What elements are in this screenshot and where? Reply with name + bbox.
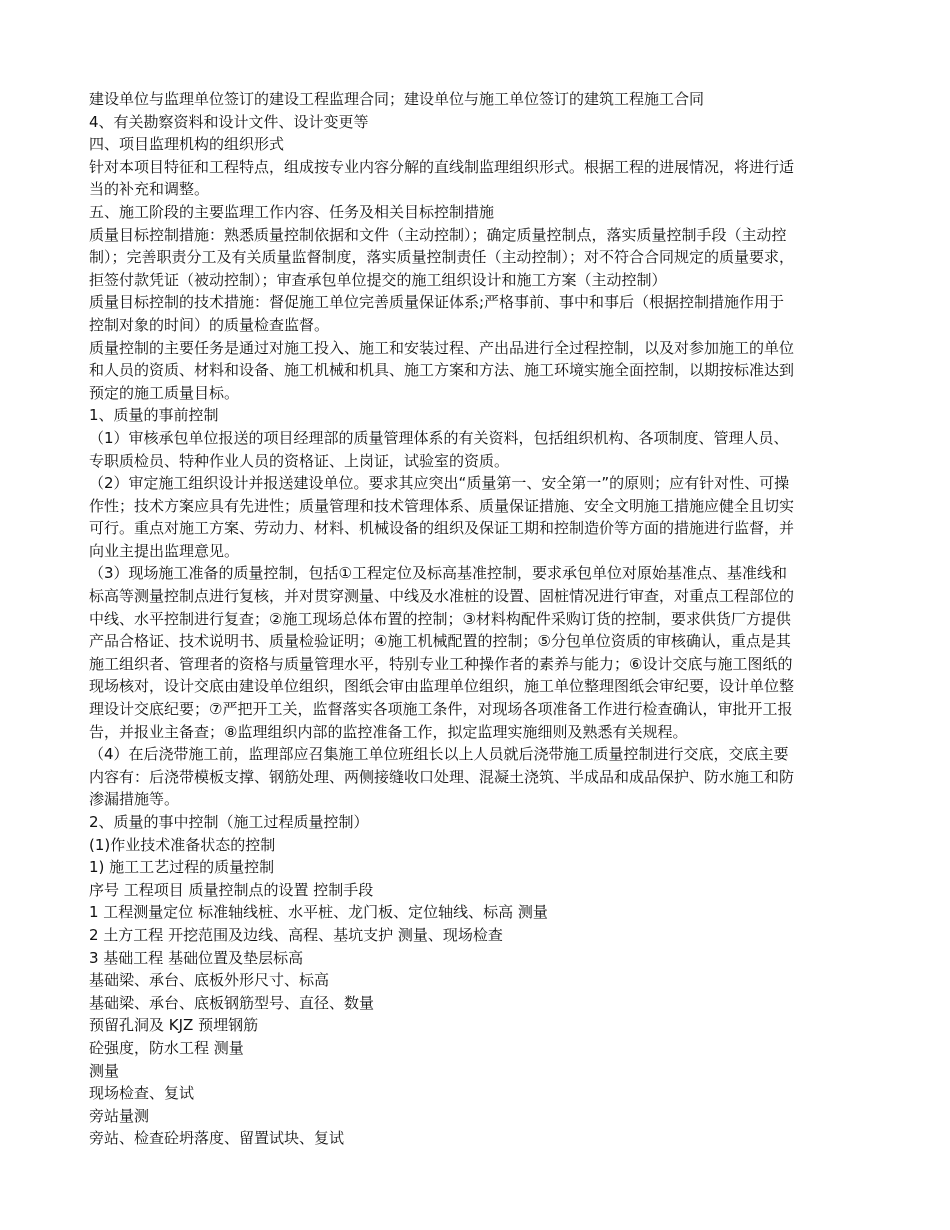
table-row-line: 预留孔洞及 KJZ 预埋钢筋 xyxy=(89,1016,259,1035)
text-line: 理设计交底纪要；⑦严把开工关，监督落实各项施工条件，对现场各项准备工作进行检查确认，审批开工报 xyxy=(89,700,793,719)
text-line: 可行。重点对施工方案、劳动力、材料、机械设备的组织及保证工期和控制造价等方面的措施进行监督，并 xyxy=(89,519,795,538)
subsection-heading: 2、质量的事中控制（施工过程质量控制） xyxy=(89,813,369,831)
table-row-line: 2 土方工程 开挖范围及边线、高程、基坑支护 测量、现场检查 xyxy=(89,925,503,944)
document-page xyxy=(89,88,864,1150)
text-line: (1)作业技术准备状态的控制 xyxy=(89,835,276,854)
text-line: 针对本项目特征和工程特点，组成按专业内容分解的直线制监理组织形式。根据工程的进展情况，将进行适 xyxy=(89,157,795,176)
text-line: 质量目标控制措施：熟悉质量控制依据和文件（主动控制）；确定质量控制点，落实质量控制手段（主动控 xyxy=(89,225,787,244)
text-line: 专职质检员、特种作业人员的资格证、上岗证，试验室的资质。 xyxy=(89,451,510,470)
table-row-line: 3 基础工程 基础位置及垫层标高 xyxy=(89,948,304,967)
text-line: 控制对象的时间）的质量检查监督。 xyxy=(89,315,330,334)
text-line: 质量控制的主要任务是通过对施工投入、施工和安装过程、产出品进行全过程控制，以及对参加施工的单位 xyxy=(89,338,795,357)
text-line: 产品合格证、技术说明书、质量检验证明；④施工机械配置的控制；⑤分包单位资质的审核确认，重点是其 xyxy=(89,632,791,651)
table-row-line: 旁站量测 xyxy=(89,1106,150,1125)
table-row-line: 基础梁、承台、底板钢筋型号、直径、数量 xyxy=(89,993,375,1012)
text-line: 建设单位与监理单位签订的建设工程监理合同；建设单位与施工单位签订的建筑工程施工合同 xyxy=(89,90,705,108)
table-row-line: 砼强度，防水工程 测量 xyxy=(89,1038,244,1057)
table-row-line: 现场检查、复试 xyxy=(89,1084,195,1103)
text-line: 当的补充和调整。 xyxy=(89,180,210,199)
section-heading: 五、施工阶段的主要监理工作内容、任务及相关目标控制措施 xyxy=(89,202,495,221)
text-line: 预定的施工质量目标。 xyxy=(89,383,240,402)
section-heading: 四、项目监理机构的组织形式 xyxy=(89,135,285,154)
text-line: 和人员的资质、材料和设备、施工机械和机具、施工方案和方法、施工环境实施全面控制，以期按标准达到 xyxy=(89,361,795,380)
text-line: 现场核对，设计交底由建设单位组织，图纸会审由监理单位组织，施工单位整理图纸会审纪要，设计单位整 xyxy=(89,677,795,696)
text-line: （3）现场施工准备的质量控制，包括①工程定位及标高基准控制，要求承包单位对原始基准点、基准线和 xyxy=(89,564,787,583)
table-header-line: 序号 工程项目 质量控制点的设置 控制手段 xyxy=(89,880,374,899)
text-line: 拒签付款凭证（被动控制）；审查承包单位提交的施工组织设计和施工方案（主动控制） xyxy=(89,270,667,289)
text-line: 质量目标控制的技术措施：督促施工单位完善质量保证体系;严格事前、事中和事后（根据控制措施作用于 xyxy=(89,293,785,312)
text-line: （2）审定施工组织设计并报送建设单位。要求其应突出“质量第一、安全第一”的原则；应有针对性、可操 xyxy=(89,474,790,493)
text-line: 标高等测量控制点进行复核，并对贯穿测量、中线及水准桩的设置、固桩情况进行审查，对重点工程部位的 xyxy=(89,587,795,606)
text-line: 向业主提出监理意见。 xyxy=(89,541,240,560)
text-line: 中线、水平控制进行复查；②施工现场总体布置的控制；③材料构配件采购订货的控制，要求供货厂方提供 xyxy=(89,609,791,628)
text-line: 4、有关勘察资料和设计文件、设计变更等 xyxy=(89,112,369,131)
table-row-line: 基础梁、承台、底板外形尺寸、标高 xyxy=(89,971,330,990)
text-line: 告，并报业主备查；⑧监理组织内部的监控准备工作，拟定监理实施细则及熟悉有关规程。 xyxy=(89,722,688,741)
table-row-line: 旁站、检查砼坍落度、留置试块、复试 xyxy=(89,1129,345,1148)
text-line: 施工组织者、管理者的资格与质量管理水平，特别专业工种操作者的素养与能力；⑥设计交底与施工图纸的 xyxy=(89,654,793,673)
text-line: （4）在后浇带施工前，监理部应召集施工单位班组长以上人员就后浇带施工质量控制进行交底，交底主要 xyxy=(89,745,789,764)
text-line: 渗漏措施等。 xyxy=(89,790,180,809)
text-line: 1) 施工工艺过程的质量控制 xyxy=(89,858,275,877)
table-row-line: 测量 xyxy=(89,1061,120,1080)
subsection-heading: 1、质量的事前控制 xyxy=(89,406,219,425)
text-line: 作性；技术方案应具有先进性；质量管理和技术管理体系、质量保证措施、安全文明施工措施应健全且切实 xyxy=(89,496,795,515)
text-line: 内容有：后浇带模板支撑、钢筋处理、两侧接缝收口处理、混凝土浇筑、半成品和成品保护、防水施工和防 xyxy=(89,767,795,786)
table-row-line: 1 工程测量定位 标准轴线桩、水平桩、龙门板、定位轴线、标高 测量 xyxy=(89,903,548,922)
text-line: （1）审核承包单位报送的项目经理部的质量管理体系的有关资料，包括组织机构、各项制度、管理人员、 xyxy=(89,428,789,447)
text-line: 制）；完善职责分工及有关质量监督制度，落实质量控制责任（主动控制）；对不符合合同规定的质量要求， xyxy=(89,248,795,267)
